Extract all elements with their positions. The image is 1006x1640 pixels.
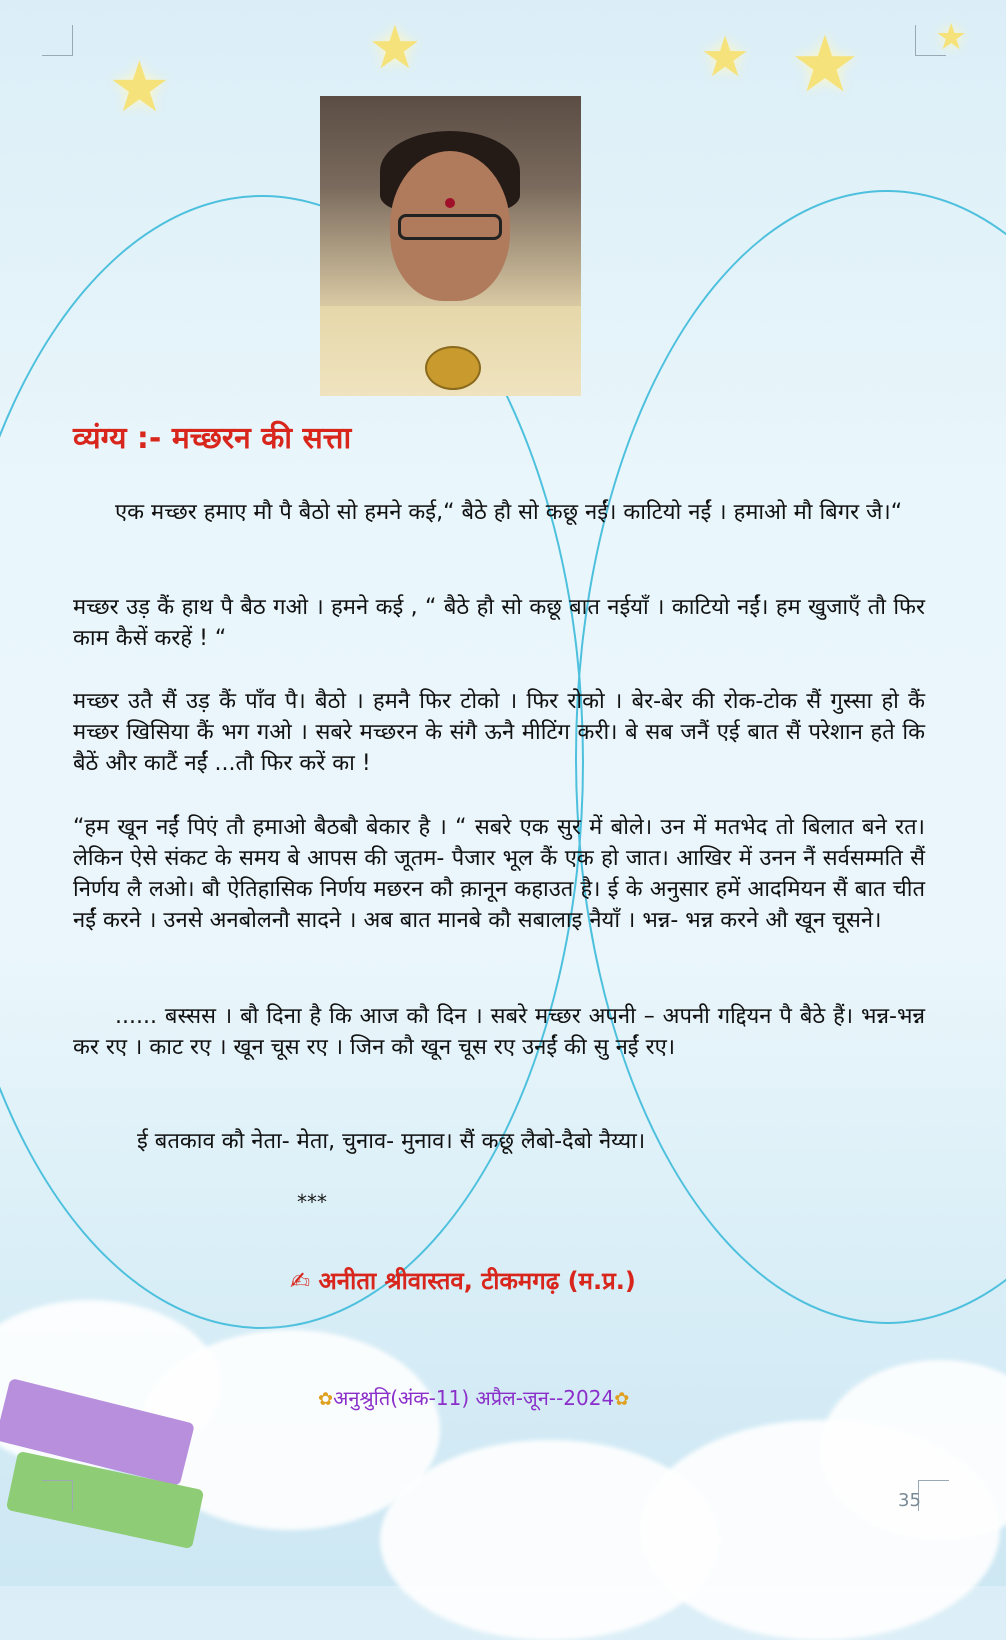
photo-glasses [398, 214, 502, 240]
photo-bindi [445, 198, 455, 208]
publication-label: अनुश्रुति(अंक-11) अप्रैल-जून--2024 [333, 1386, 615, 1410]
paragraph-4: “हम खून नईं पिएं तौ हमाओ बैठबौ बेकार है । “ सबरे एक सुर में बोले। उन में मतभेद तो बिलात बने रत। लेकिन ऐसे संकट के समय बे आपस की जूतम- पैजार भूल कैं एक हो जात। आखिर में उनन नैं सर्वसम्मति सैं निर्णय लै लओ। बौ ऐतिहासिक निर्णय मछरन कौ क़ानून कहाउत है। ई के अनुसार हमें आदमियन सैं बात चीत नईं करने । उनसे अनबोलनौ सादने । अब बात मानबे कौ सबालाइ नैयाँ । भन्न- भन्न करने औ खून चूसने। [73, 815, 925, 933]
star-icon: ★ [368, 13, 422, 83]
paragraph-3: मच्छर उतै सैं उड़ कैं पाँव पै। बैठो । हमनै फिर टोको । फिर रोको । बेर-बेर की रोक-टोक सैं गुस्सा हो कैं मच्छर खिसिया कैं भग गओ । सबरे मच्छरन के संगै ऊनै मीटिंग करी। बे सब जनैं एई बात सैं परेशान हते कि बैठें और काटैं नईं ...तौ फिर करें का ! [73, 689, 925, 776]
paragraph-5: ...... बस्सस । बौ दिना है कि आज कौ दिन । सबरे मच्छर अपनी – अपनी गद्दियन पै बैठे हैं। भन्न-भन्न कर रए । काट रए । खून चूस रए । जिन कौ खून चूस रए उनईं की सु नईं रए। [73, 1004, 925, 1060]
page-number: 35 [898, 1490, 921, 1511]
article-title: व्यंग्य :- मच्छरन की सत्ता [73, 421, 352, 456]
crop-mark [42, 25, 73, 56]
star-icon: ★ [790, 20, 860, 110]
flower-icon: ✿ [614, 1389, 630, 1410]
author-line: ✍ अनीता श्रीवास्तव, टीकमगढ़ (म.प्र.) [290, 1267, 636, 1295]
star-icon: ★ [700, 25, 751, 90]
crop-mark [42, 1480, 73, 1511]
paragraph-6: ई बतकाव कौ नेता- मेता, चुनाव- मुनाव। सैं कछू लैबो-दैबो नैय्या। [137, 1129, 646, 1154]
section-separator: *** [297, 1190, 327, 1214]
paragraph-1: एक मच्छर हमाए मौ पै बैठो सो हमने कई,“ बैठे हौ सो कछू नईं। काटियो नईं । हमाओ मौ बिगर जै।“ [115, 500, 903, 525]
paragraph-2: मच्छर उड़ कैं हाथ पै बैठ गओ । हमने कई , “ बैठे हौ सो कछू बात नईयाँ । काटियो नईं। हम खुजाएँ तौ फिर काम कैसें करहें ! “ [73, 595, 925, 651]
star-icon: ★ [935, 17, 968, 58]
crop-mark [918, 1480, 949, 1511]
photo-pendant [425, 346, 481, 390]
star-icon: ★ [108, 46, 171, 128]
author-photo [320, 96, 581, 396]
flower-icon: ✿ [318, 1389, 334, 1410]
publication-footer [318, 1384, 629, 1411]
crop-mark [915, 25, 946, 56]
